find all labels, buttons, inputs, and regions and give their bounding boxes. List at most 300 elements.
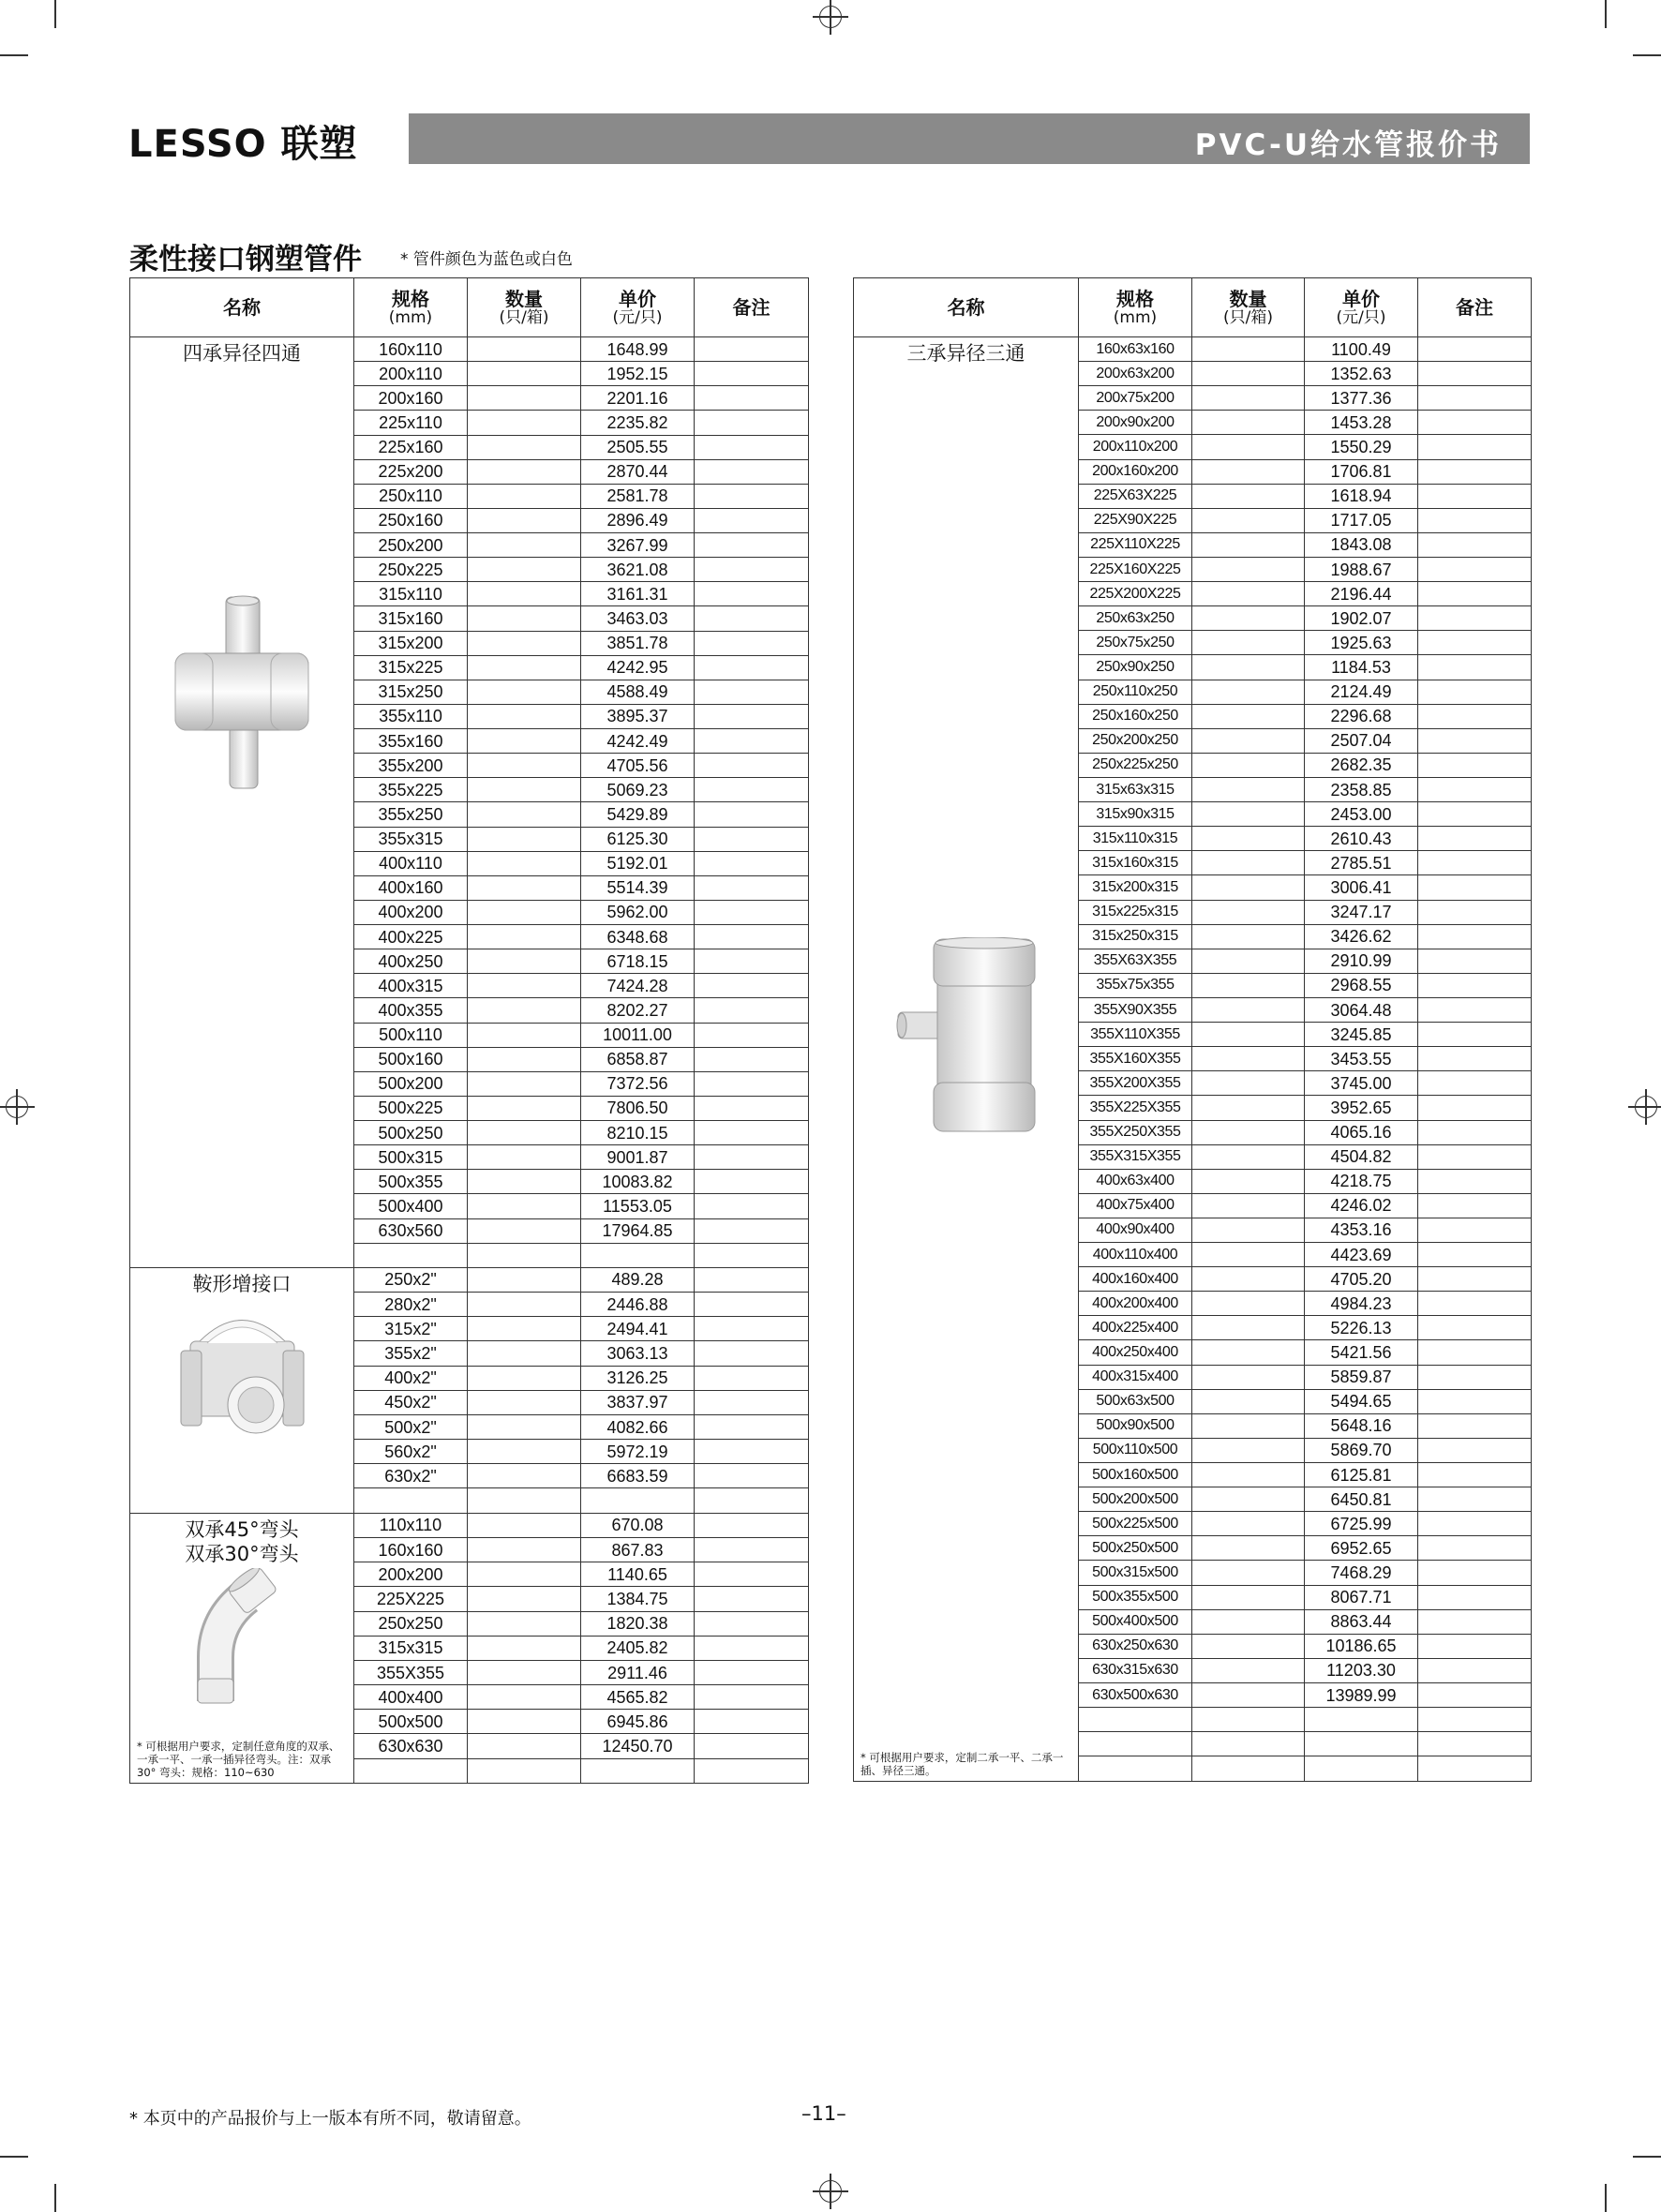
spec-cell: 630x630	[354, 1734, 468, 1758]
spec-cell: 315x160x315	[1079, 851, 1192, 875]
qty-cell	[468, 925, 581, 949]
price-cell	[581, 1243, 695, 1267]
price-cell: 8202.27	[581, 998, 695, 1023]
price-cell: 1100.49	[1305, 337, 1418, 362]
price-cell: 670.08	[581, 1513, 695, 1537]
spec-cell: 160x110	[354, 337, 468, 362]
spec-cell: 500x250	[354, 1121, 468, 1145]
spec-cell: 200x160	[354, 386, 468, 411]
price-cell: 4588.49	[581, 680, 695, 704]
col-header-remark: 备注	[695, 278, 809, 337]
remark-cell	[695, 1317, 809, 1341]
remark-cell	[1418, 1413, 1532, 1438]
price-cell: 3126.25	[581, 1366, 695, 1390]
qty-cell	[468, 386, 581, 411]
qty-cell	[468, 1587, 581, 1611]
qty-cell	[1192, 1389, 1305, 1413]
remark-cell	[695, 1414, 809, 1439]
price-cell: 4246.02	[1305, 1193, 1418, 1218]
product-note: * 可根据用户要求，定制二承一平、二承一插、异径三通。	[860, 1750, 1064, 1777]
table-body	[854, 337, 1532, 1782]
qty-cell	[1192, 1096, 1305, 1120]
price-cell: 6725.99	[1305, 1512, 1418, 1536]
spec-cell: 200x63x200	[1079, 362, 1192, 386]
spec-cell: 355x160	[354, 729, 468, 754]
qty-cell	[1192, 1365, 1305, 1389]
qty-cell	[468, 754, 581, 778]
spec-cell: 355x315	[354, 827, 468, 851]
qty-cell	[468, 680, 581, 704]
price-cell: 2505.55	[581, 435, 695, 459]
qty-cell	[468, 508, 581, 532]
spec-cell: 500x355x500	[1079, 1585, 1192, 1609]
remark-cell	[695, 1121, 809, 1145]
spec-cell: 200x75x200	[1079, 386, 1192, 411]
spec-cell: 500x63x500	[1079, 1389, 1192, 1413]
qty-cell	[468, 1121, 581, 1145]
remark-cell	[695, 1464, 809, 1488]
price-cell	[581, 1758, 695, 1783]
spec-cell: 315x250	[354, 680, 468, 704]
qty-cell	[468, 1513, 581, 1537]
banner-title: PVC-U给水管报价书	[1194, 128, 1502, 162]
header-row	[130, 278, 809, 337]
product-name-cell	[854, 337, 1079, 1782]
price-cell: 3851.78	[581, 631, 695, 655]
remark-cell	[1418, 1071, 1532, 1096]
spec-cell: 225x160	[354, 435, 468, 459]
qty-cell	[468, 1611, 581, 1636]
price-cell: 3837.97	[581, 1390, 695, 1414]
remark-cell	[695, 1170, 809, 1194]
remark-cell	[1418, 655, 1532, 680]
spec-cell: 400x90x400	[1079, 1218, 1192, 1242]
price-cell: 7372.56	[581, 1071, 695, 1096]
saddle-picture	[179, 1304, 306, 1440]
remark-cell	[1418, 1023, 1532, 1047]
spec-cell: 500x160x500	[1079, 1463, 1192, 1487]
qty-cell	[468, 337, 581, 362]
spec-cell: 225X63X225	[1079, 484, 1192, 508]
spec-cell: 355X110X355	[1079, 1023, 1192, 1047]
qty-cell	[468, 606, 581, 631]
spec-cell: 200x160x200	[1079, 459, 1192, 484]
spec-cell: 250x110	[354, 484, 468, 508]
tee-picture	[896, 937, 1037, 1134]
spec-cell	[1079, 1756, 1192, 1782]
spec-cell: 250x2"	[354, 1267, 468, 1292]
price-cell: 3952.65	[1305, 1096, 1418, 1120]
spec-cell: 315x110x315	[1079, 827, 1192, 851]
qty-cell	[1192, 1120, 1305, 1144]
price-cell: 2896.49	[581, 508, 695, 532]
remark-cell	[1418, 631, 1532, 655]
remark-cell	[695, 1636, 809, 1660]
price-cell: 1717.05	[1305, 508, 1418, 532]
title-banner	[409, 113, 1530, 164]
price-cell: 2235.82	[581, 411, 695, 435]
remark-cell	[695, 974, 809, 998]
remark-cell	[695, 337, 809, 362]
spec-cell: 315x225	[354, 655, 468, 680]
qty-cell	[468, 1758, 581, 1783]
price-cell: 3006.41	[1305, 875, 1418, 900]
spec-cell: 355X200X355	[1079, 1071, 1192, 1096]
remark-cell	[695, 1734, 809, 1758]
price-cell: 1952.15	[581, 362, 695, 386]
col-header-price: 单价 (元/只)	[581, 278, 695, 337]
price-cell: 3247.17	[1305, 900, 1418, 924]
qty-cell	[1192, 1193, 1305, 1218]
qty-cell	[468, 1096, 581, 1120]
qty-cell	[1192, 997, 1305, 1022]
qty-cell	[1192, 728, 1305, 753]
remark-cell	[695, 1537, 809, 1562]
price-cell: 5494.65	[1305, 1389, 1418, 1413]
qty-cell	[468, 778, 581, 802]
price-cell: 2453.00	[1305, 802, 1418, 827]
qty-cell	[1192, 1487, 1305, 1512]
price-cell: 1706.81	[1305, 459, 1418, 484]
crop-mark	[54, 0, 56, 28]
qty-cell	[468, 998, 581, 1023]
registration-mark-icon	[1635, 1096, 1657, 1118]
price-cell: 6683.59	[581, 1464, 695, 1488]
spec-cell: 450x2"	[354, 1390, 468, 1414]
registration-mark-icon	[819, 6, 842, 28]
spec-cell: 315x2"	[354, 1317, 468, 1341]
qty-cell	[468, 1734, 581, 1758]
qty-cell	[468, 1243, 581, 1267]
qty-cell	[1192, 1047, 1305, 1071]
qty-cell	[468, 411, 581, 435]
remark-cell	[1418, 606, 1532, 631]
price-cell: 2196.44	[1305, 582, 1418, 606]
remark-cell	[695, 680, 809, 704]
spec-cell: 225X200X225	[1079, 582, 1192, 606]
price-cell: 2507.04	[1305, 728, 1418, 753]
product-name: 三承异径三通	[906, 342, 1025, 365]
price-cell: 1820.38	[581, 1611, 695, 1636]
qty-cell	[1192, 924, 1305, 949]
spec-cell: 250x160	[354, 508, 468, 532]
price-cell: 2494.41	[581, 1317, 695, 1341]
qty-cell	[468, 1194, 581, 1218]
remark-cell	[695, 704, 809, 728]
remark-cell	[1418, 827, 1532, 851]
remark-cell	[695, 802, 809, 827]
qty-cell	[468, 484, 581, 508]
remark-cell	[1418, 680, 1532, 704]
remark-cell	[1418, 851, 1532, 875]
remark-cell	[695, 1292, 809, 1316]
remark-cell	[1418, 1365, 1532, 1389]
spec-cell: 315x225x315	[1079, 900, 1192, 924]
qty-cell	[1192, 851, 1305, 875]
spec-cell: 400x63x400	[1079, 1169, 1192, 1193]
table-row	[854, 337, 1532, 362]
spec-cell: 400x110	[354, 851, 468, 875]
remark-cell	[695, 533, 809, 558]
qty-cell	[468, 558, 581, 582]
spec-cell: 315x90x315	[1079, 802, 1192, 827]
qty-cell	[468, 1317, 581, 1341]
remark-cell	[695, 925, 809, 949]
remark-cell	[1418, 1658, 1532, 1682]
qty-cell	[1192, 680, 1305, 704]
price-cell: 5962.00	[581, 900, 695, 924]
remark-cell	[1418, 1512, 1532, 1536]
spec-cell: 250x110x250	[1079, 680, 1192, 704]
spec-cell: 355x200	[354, 754, 468, 778]
remark-cell	[1418, 997, 1532, 1022]
price-cell	[1305, 1708, 1418, 1732]
qty-cell	[1192, 459, 1305, 484]
spec-cell: 500x110x500	[1079, 1438, 1192, 1462]
price-cell: 6858.87	[581, 1047, 695, 1071]
spec-cell: 355x110	[354, 704, 468, 728]
price-cell: 6945.86	[581, 1710, 695, 1734]
spec-cell: 400x225	[354, 925, 468, 949]
product-name: 双承45°弯头	[185, 1517, 299, 1541]
price-cell: 3161.31	[581, 582, 695, 606]
price-cell: 10011.00	[581, 1023, 695, 1047]
spec-cell: 160x63x160	[1079, 337, 1192, 362]
qty-cell	[468, 533, 581, 558]
crop-mark	[1633, 2156, 1661, 2158]
spec-cell: 500x355	[354, 1170, 468, 1194]
qty-cell	[1192, 1292, 1305, 1316]
spec-cell: 250x200	[354, 533, 468, 558]
price-cell: 4353.16	[1305, 1218, 1418, 1242]
qty-cell	[1192, 1634, 1305, 1658]
remark-cell	[695, 1758, 809, 1783]
qty-cell	[1192, 1340, 1305, 1365]
price-cell: 1352.63	[1305, 362, 1418, 386]
spec-cell: 315x160	[354, 606, 468, 631]
remark-cell	[1418, 1120, 1532, 1144]
spec-cell: 400x200	[354, 900, 468, 924]
remark-cell	[695, 1611, 809, 1636]
price-cell: 1184.53	[1305, 655, 1418, 680]
remark-cell	[695, 1390, 809, 1414]
remark-cell	[1418, 1267, 1532, 1292]
price-cell: 4082.66	[581, 1414, 695, 1439]
spec-cell: 400x110x400	[1079, 1243, 1192, 1267]
qty-cell	[468, 974, 581, 998]
remark-cell	[695, 435, 809, 459]
spec-cell: 315x200	[354, 631, 468, 655]
qty-cell	[468, 1685, 581, 1710]
qty-cell	[1192, 337, 1305, 362]
qty-cell	[1192, 1756, 1305, 1782]
remark-cell	[1418, 924, 1532, 949]
remark-cell	[1418, 875, 1532, 900]
price-cell: 5069.23	[581, 778, 695, 802]
remark-cell	[1418, 1316, 1532, 1340]
section-note: * 管件颜色为蓝色或白色	[400, 250, 573, 269]
price-cell: 3895.37	[581, 704, 695, 728]
elbow-picture	[195, 1568, 289, 1704]
qty-cell	[1192, 1267, 1305, 1292]
price-cell: 6348.68	[581, 925, 695, 949]
qty-cell	[1192, 1732, 1305, 1756]
qty-cell	[468, 1366, 581, 1390]
remark-cell	[1418, 1340, 1532, 1365]
price-cell: 1648.99	[581, 337, 695, 362]
spec-cell: 400x2"	[354, 1366, 468, 1390]
spec-cell: 500x2"	[354, 1414, 468, 1439]
price-cell: 2968.55	[1305, 973, 1418, 997]
price-cell: 1988.67	[1305, 557, 1418, 581]
remark-cell	[1418, 1047, 1532, 1071]
remark-cell	[1418, 508, 1532, 532]
spec-cell: 400x225x400	[1079, 1316, 1192, 1340]
price-cell: 4423.69	[1305, 1243, 1418, 1267]
price-cell: 4984.23	[1305, 1292, 1418, 1316]
footer-note: * 本页中的产品报价与上一版本有所不同，敬请留意。	[129, 2109, 531, 2129]
remark-cell	[1418, 1169, 1532, 1193]
remark-cell	[1418, 1389, 1532, 1413]
price-cell: 2581.78	[581, 484, 695, 508]
price-cell: 2785.51	[1305, 851, 1418, 875]
remark-cell	[695, 1267, 809, 1292]
qty-cell	[1192, 973, 1305, 997]
qty-cell	[1192, 1536, 1305, 1561]
spec-cell: 400x75x400	[1079, 1193, 1192, 1218]
product-name: 四承异径四通	[183, 342, 301, 365]
remark-cell	[1418, 362, 1532, 386]
price-cell: 2682.35	[1305, 753, 1418, 777]
price-cell: 4504.82	[1305, 1144, 1418, 1169]
spec-cell: 250x90x250	[1079, 655, 1192, 680]
remark-cell	[1418, 1096, 1532, 1120]
remark-cell	[1418, 557, 1532, 581]
spec-cell: 500x160	[354, 1047, 468, 1071]
table-body	[130, 337, 809, 1784]
remark-cell	[695, 582, 809, 606]
price-cell: 4705.56	[581, 754, 695, 778]
remark-cell	[695, 1071, 809, 1096]
remark-cell	[695, 1023, 809, 1047]
remark-cell	[1418, 459, 1532, 484]
qty-cell	[468, 1390, 581, 1414]
remark-cell	[695, 1660, 809, 1684]
spec-cell: 400x200x400	[1079, 1292, 1192, 1316]
qty-cell	[468, 655, 581, 680]
qty-cell	[468, 1636, 581, 1660]
remark-cell	[1418, 435, 1532, 459]
spec-cell: 250x75x250	[1079, 631, 1192, 655]
remark-cell	[1418, 1634, 1532, 1658]
brand-logo: LESSO 联塑	[128, 123, 358, 166]
remark-cell	[695, 1194, 809, 1218]
remark-cell	[695, 1587, 809, 1611]
remark-cell	[695, 508, 809, 532]
remark-cell	[695, 459, 809, 484]
spec-cell: 225x110	[354, 411, 468, 435]
qty-cell	[1192, 532, 1305, 557]
qty-cell	[1192, 582, 1305, 606]
spec-cell: 355x2"	[354, 1341, 468, 1366]
spec-cell: 200x200	[354, 1562, 468, 1587]
price-cell: 3463.03	[581, 606, 695, 631]
spec-cell: 400x315x400	[1079, 1365, 1192, 1389]
spec-cell: 225X110X225	[1079, 532, 1192, 557]
qty-cell	[1192, 1463, 1305, 1487]
spec-cell: 280x2"	[354, 1292, 468, 1316]
remark-cell	[695, 386, 809, 411]
qty-cell	[1192, 508, 1305, 532]
price-cell	[581, 1488, 695, 1513]
spec-cell: 630x560	[354, 1218, 468, 1243]
qty-cell	[468, 362, 581, 386]
qty-cell	[1192, 1438, 1305, 1462]
spec-cell: 400x160	[354, 875, 468, 900]
spec-cell: 200x90x200	[1079, 411, 1192, 435]
remark-cell	[1418, 386, 1532, 411]
remark-cell	[695, 851, 809, 875]
qty-cell	[468, 1145, 581, 1170]
qty-cell	[1192, 1683, 1305, 1708]
product-name-cell	[130, 337, 354, 1268]
qty-cell	[1192, 875, 1305, 900]
crop-mark	[0, 54, 28, 56]
remark-cell	[695, 1243, 809, 1267]
price-cell: 1925.63	[1305, 631, 1418, 655]
spec-cell: 355x75x355	[1079, 973, 1192, 997]
price-cell: 4218.75	[1305, 1169, 1418, 1193]
col-header-remark: 备注	[1418, 278, 1532, 337]
qty-cell	[1192, 1169, 1305, 1193]
spec-cell: 315x250x315	[1079, 924, 1192, 949]
remark-cell	[695, 1488, 809, 1513]
qty-cell	[468, 435, 581, 459]
qty-cell	[468, 1267, 581, 1292]
spec-cell: 400x315	[354, 974, 468, 998]
spec-cell: 250x160x250	[1079, 704, 1192, 728]
price-cell: 4242.49	[581, 729, 695, 754]
price-cell: 1618.94	[1305, 484, 1418, 508]
qty-cell	[1192, 1413, 1305, 1438]
remark-cell	[1418, 704, 1532, 728]
qty-cell	[468, 851, 581, 875]
remark-cell	[1418, 802, 1532, 827]
remark-cell	[1418, 1218, 1532, 1242]
spec-cell: 355X225X355	[1079, 1096, 1192, 1120]
qty-cell	[1192, 1023, 1305, 1047]
price-cell: 5192.01	[581, 851, 695, 875]
remark-cell	[695, 631, 809, 655]
spec-cell: 500x225	[354, 1096, 468, 1120]
remark-cell	[695, 1366, 809, 1390]
remark-cell	[695, 1341, 809, 1366]
price-table-left	[129, 277, 809, 1784]
spec-cell: 355X160X355	[1079, 1047, 1192, 1071]
remark-cell	[1418, 1732, 1532, 1756]
crop-mark	[1633, 54, 1661, 56]
spec-cell: 225x200	[354, 459, 468, 484]
spec-cell: 500x250x500	[1079, 1536, 1192, 1561]
spec-cell: 355X250X355	[1079, 1120, 1192, 1144]
price-cell: 7468.29	[1305, 1561, 1418, 1585]
price-cell: 1140.65	[581, 1562, 695, 1587]
qty-cell	[1192, 1316, 1305, 1340]
qty-cell	[468, 631, 581, 655]
table-row	[130, 337, 809, 362]
price-cell: 489.28	[581, 1267, 695, 1292]
price-cell: 4242.95	[581, 655, 695, 680]
